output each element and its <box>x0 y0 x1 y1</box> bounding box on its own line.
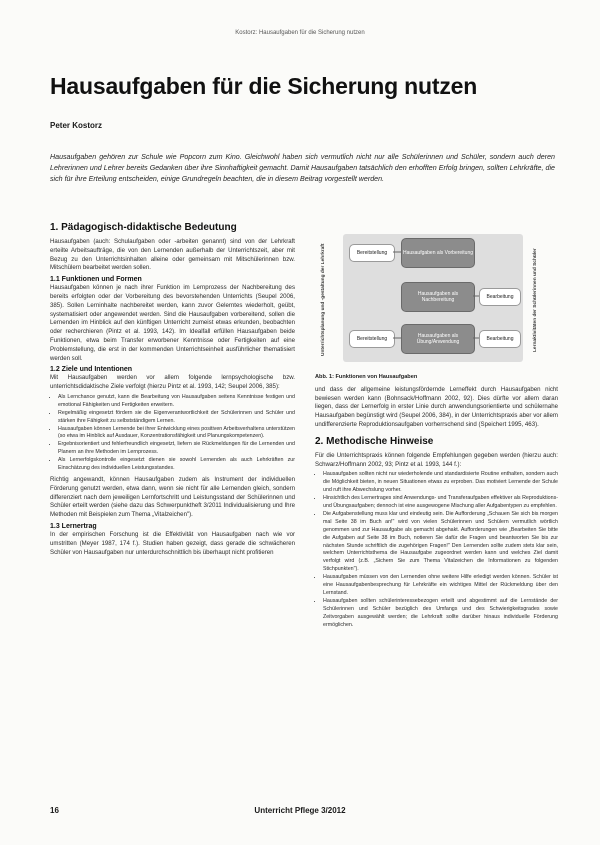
figure-caption: Abb. 1: Funktionen von Hausaufgaben <box>315 374 418 380</box>
left-column <box>50 222 295 559</box>
paragraph: und dass der allgemeine leistungsfördernde Lerneffekt durch Hausaufgaben nicht bewiesen werden kann (Bohnsack/Hoffmann 2002, 92). Dies dürfte vor allem daran liegen, dass der Lernerfolg in erster Linie durch anwendungsorientierte und schülernahe Hausaufgaben begünstigt wird (Seupel 2006, 384), in der Unterrichtspraxis aber vor allem undifferenzierte Reproduktionsaufgaben vorherrschend sind (Speichert 1995, 463). <box>315 385 558 428</box>
paragraph: Richtig angewandt, können Hausaufgaben zudem als Instrument der individuellen Förderung genutzt werden, etwa dann, wenn sie nicht für alle Lernenden gleich, sondern differenziert nach dem jeweiligen Lernfortschritt und Leistungsstand der Schülerinnen und Schüler erteilt werden (siehe dazu das Schwerpunktheft 3/2011 Individualisierung und Ihre Methoden mit Beispielen zum Thema „Vitalzeichen"). <box>50 476 295 519</box>
diagram-side-label-left: Unterrichtsplanung und -gestaltung der Lehrkraft <box>321 243 326 357</box>
list-item: • Hausaufgaben sollten nicht nur wiederholende und standardisierte Routine enthalten, sondern auch die Möglichkeit bieten, in neuen Situationen etwas zu erproben. Das motiviert Lernende der Schule und ruft ihre Abwechslung vorher. <box>323 471 558 495</box>
right-column <box>315 226 558 633</box>
diagram-side-label-right: Lernaktivitäten der Schülerinnen und Schüler <box>533 248 538 352</box>
paragraph: Für die Unterrichtspraxis können folgende Empfehlungen gegeben werden (hierzu auch: Schwarz/Hoffmann 2002, 93; Pintz et al. 1993, 144 f.): <box>315 451 558 468</box>
list-item: • Als Lernchance genutzt, kann die Bearbeitung von Hausaufgaben seitens Kenntnisse festigen und emotional Fähigkeiten und Fertigkeiten erweitern. <box>58 394 295 410</box>
article-title: Hausaufgaben für die Sicherung nutzen <box>50 73 478 99</box>
diagram-box-bearbeitung-bottom: Bearbeitung <box>479 330 521 348</box>
diagram-box-bereitstellung-top: Bereitstellung <box>349 244 395 262</box>
list-item: • Als Lernerfolgskontrolle eingesetzt dienen sie sowohl Lernenden als auch Lehrkräften zur Einschätzung des individuellen Leistungsstandes. <box>58 457 295 473</box>
section-2-heading: 2. Methodische Hinweise <box>315 435 434 447</box>
subsection-heading: 1.2 Ziele und Intentionen <box>50 366 133 374</box>
subsection-heading: 1.1 Funktionen und Formen <box>50 276 142 284</box>
paragraph: Hausaufgaben (auch: Schulaufgaben oder -arbeiten genannt) sind von der Lehrkraft erteilte Arbeitsaufträge, die von den Lernenden außerhalb der Unterrichtszeit, aber mit Bezug zu den Unterrichtsinhalten alleine oder gemeinsam mit Mitschülerinnen bzw. Mitschülern bearbeitet werden sollen. <box>50 238 295 272</box>
list-item: • Hausaufgaben sollten schülerinteressebezogen erteilt und abgestimmt auf die Lernstände der Schülerinnen und Schüler bezüglich des Umfangs und des Schwierigkeitsgrades sowie Zeitvorgaben ausgewählt werden; die Lehrkraft sollte darüber hinaus individuelle Förderung ermöglichen. <box>323 598 558 630</box>
paragraph: Hausaufgaben können je nach ihrer Funktion im Lernprozess der Nachbereitung des bereits erfolgten oder der Vorbereitung des bevorstehenden Unterrichts (Seupel 2006, 385). Sollen Lerninhalte nachbereitet werden, kann zuvor Gelerntes wiederholt, geübt, systematisiert oder angewendet werden. Sind die Hausaufgaben vorbereitend, sollen die Lernenden im Hinblick auf den künftigen Unterricht zumeist etwas erkunden, beobachten oder recherchieren (Pintz et al. 1993, 142). Im Idealfall erfüllen Hausaufgaben beide Funktionen, etwa beim Transfer erworbener Kenntnisse oder Fertigkeiten auf eine Problemstellung, die erst in der kommenden Unterrichtseinheit ausführlicher thematisiert werden soll. <box>50 284 295 362</box>
lead-paragraph: Hausaufgaben gehören zur Schule wie Popcorn zum Kino. Gleichwohl haben sich vermutlich nicht nur alle Schülerinnen und Schüler, sondern auch deren Lehrerinnen und Lehrer bereits Gedanken über ihre Sinnhaftigkeit gemacht. Damit Hausaufgaben tatsächlich den erhofften Erfolg bringen, sollten Lehrkräfte, die sich für ihre Erteilung entscheiden, einige Grundregeln beachten, die in diesem Beitrag vorgestellt werden. <box>50 153 555 184</box>
journal-footer: Unterricht Pflege 3/2012 <box>254 806 346 815</box>
list-item: • Regelmäßig eingesetzt fördern sie die Eigenverantwortlichkeit der Schülerinnen und Schüler und stärken ihre Fähigkeit zu selbstständigem Lernen. <box>58 410 295 426</box>
diagram-box-bearbeitung-middle: Bearbeitung <box>479 288 521 306</box>
subsection-heading: 1.3 Lernertrag <box>50 523 97 530</box>
list-item: • Die Aufgabenstellung muss klar und eindeutig sein. Die Aufforderung „Schauen Sie sich bis morgen mal Seite 38 im Buch an!" wird von vielen Schülerinnen und Schülern vermutlich wörtlich genommen und zur Hausaufgabe als gemacht abgehakt. Aufforderungen wie „Bearbeiten Sie bitte die Aufgaben auf Seite 38 im Buch, notieren Sie dafür die Fragen und beantworten Sie bis zur nächsten Stunde schriftlich die zugehörigen Fragen!" Den Lernenden sollte zudem stets klar sein, welchem Unterrichtsthema die Hausaufgabe zugeordnet werden kann und welches Ziel damit verfolgt wird (z.B. „Sichern Sie zum Thema Vitalzeichen die Informationen zu folgenden Stichpunkten"). <box>323 511 558 574</box>
bullet-list <box>315 471 558 629</box>
diagram-box-bereitstellung-bottom: Bereitstellung <box>349 330 395 348</box>
section-1-heading: 1. Pädagogisch-didaktische Bedeutung <box>50 222 237 233</box>
diagram-box-uebung: Hausaufgaben als Übung/Anwendung <box>401 324 475 354</box>
diagram-box-vorbereitung: Hausaufgaben als Vorbereitung <box>401 238 475 268</box>
list-item: • Hausaufgaben müssen von den Lernenden ohne weitere Hilfe erledigt werden können. Schüler ist eine Hausaufgabenbesprechung für Lehrkräfte ein wichtiges Mittel der Rückmeldung über den Lernstand. <box>323 574 558 598</box>
bullet-list <box>50 394 295 473</box>
diagram-box-nachbereitung: Hausaufgaben als Nachbereitung <box>401 282 475 312</box>
list-item: • Hausaufgaben können Lernende bei ihrer Entwicklung eines positiven Arbeitsverhaltens unterstützen (so etwa im Hinblick auf Ausdauer, Konzentrationsfähigkeit und Planungskompetenzen). <box>58 426 295 442</box>
running-head: Kostorz: Hausaufgaben für die Sicherung nutzen <box>235 30 365 36</box>
author-name: Peter Kostorz <box>50 121 103 130</box>
functions-diagram <box>315 226 558 371</box>
diagram-arrows <box>315 226 558 371</box>
paragraph: In der empirischen Forschung ist die Effektivität von Hausaufgaben nach wie vor umstritten (Meyer 1987, 174 f.). Studien haben gezeigt, dass gerade die schwächeren Schüler von Hausaufgaben nur unterdurchschnittlich bis überhaupt nicht profitieren <box>50 531 295 556</box>
page-number: 16 <box>50 806 59 815</box>
list-item: • Ergebnisorientiert und fehlerfreundlich eingesetzt, liefern sie Rückmeldungen für die Lernenden und Planern an ihre Methoden im Lernprozess. <box>58 441 295 457</box>
paragraph: Mit Hausaufgaben werden vor allem folgende lernpsychologische bzw. unterrichtsdidaktische Ziele verfolgt (hierzu Pintz et al. 1993, 142; Seupel 2006, 385): <box>50 374 295 391</box>
list-item: • Hinsichtlich des Lernertrages sind Anwendungs- und Transferaufgaben effektiver als Reproduktions- und Übungsaufgaben; dennoch ist eine ausgewogene Mischung aller Aufgabentypen zu empfehlen. <box>323 495 558 511</box>
